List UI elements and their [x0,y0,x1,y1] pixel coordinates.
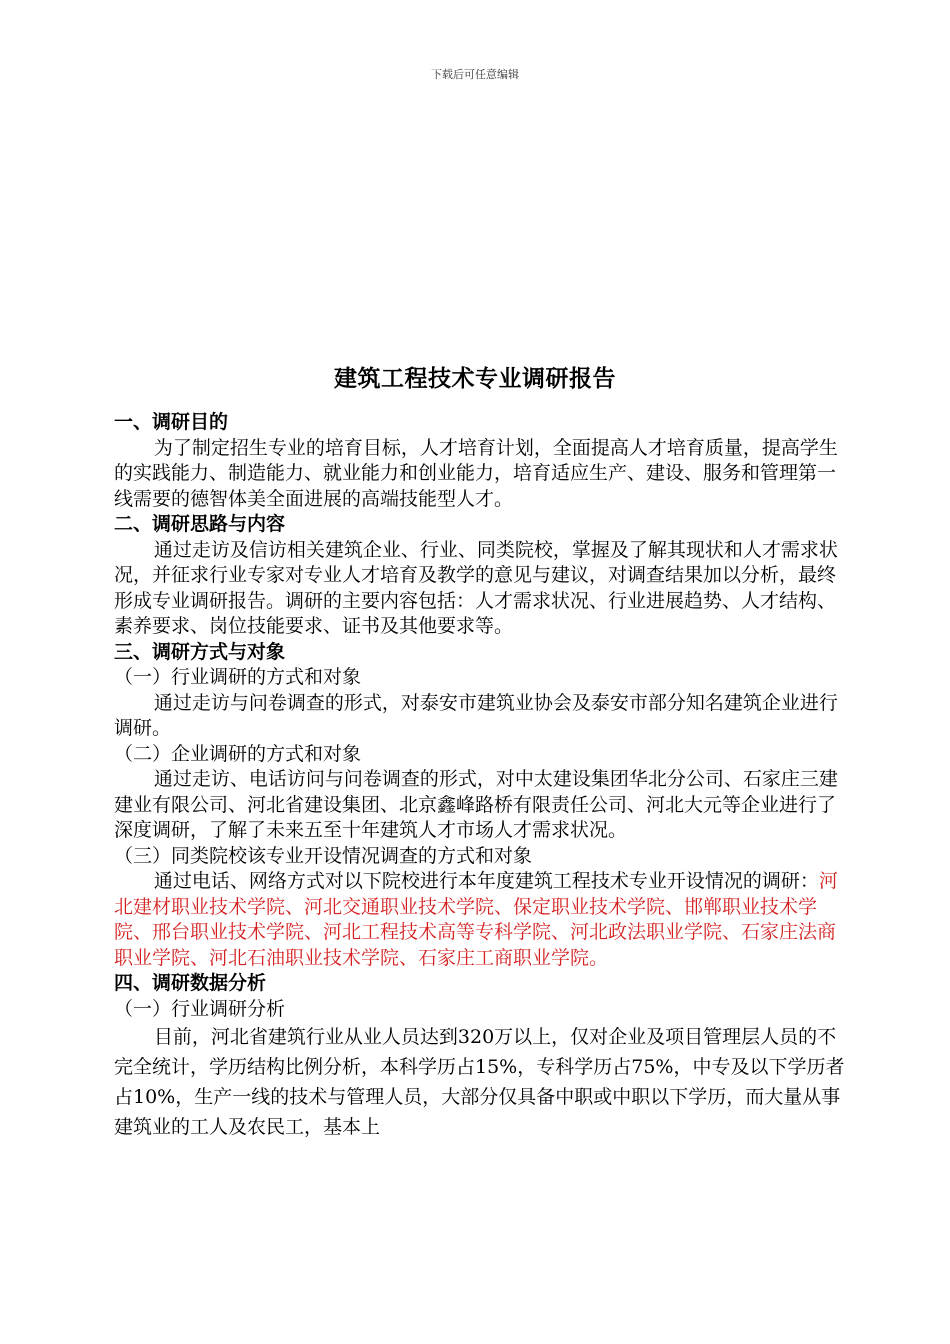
document-body [114,410,846,1142]
section-1-heading: 一、调研目的 [114,411,229,433]
college-list: 河北建材职业技术学院、河北交通职业技术学院、保定职业技术学院、邯郸职业技术学院、邢台职业技术学院、河北工程技术高等专科学院、河北政法职业学院、石家庄法商职业学院、河北石油职业技术学院、石家庄工商职业学院。 [114,870,838,969]
section-3-sub-2-heading: （二）企业调研的方式和对象 [114,742,362,765]
section-2-heading: 二、调研思路与内容 [114,513,286,535]
section-3-sub-1-paragraph: 通过走访与问卷调查的形式，对泰安市建筑业协会及泰安市部分知名建筑企业进行调研。 [114,691,838,739]
section-4-heading: 四、调研数据分析 [114,972,267,994]
section-3-sub-2-paragraph: 通过走访、电话访问与问卷调查的形式，对中太建设集团华北分公司、石家庄三建建业有限公司、河北省建设集团、北京鑫峰路桥有限责任公司、河北大元等企业进行了深度调研，了解了未来五至十年建筑人才市场人才需求状况。 [114,768,838,841]
section-3-sub-3-heading: （三）同类院校该专业开设情况调查的方式和对象 [114,844,533,867]
document-title: 建筑工程技术专业调研报告 [334,365,616,392]
section-3-heading: 三、调研方式与对象 [114,640,286,663]
section-3-sub-3-paragraph [114,869,846,971]
section-2-paragraph: 通过走访及信访相关建筑企业、行业、同类院校，掌握及了解其现状和人才需求状况，并征求行业专家对专业人才培育及教学的意见与建议，对调查结果加以分析，最终形成专业调研报告。调研的主要内容包括：人才需求状况、行业进展趋势、人才结构、素养要求、岗位技能要求、证书及其他要求等。 [114,538,838,637]
header-note: 下载后可任意编辑 [431,68,519,81]
section-3-sub-3-intro: 通过电话、网络方式对以下院校进行本年度建筑工程技术专业开设情况的调研： [153,870,819,892]
section-4-sub-1-paragraph: 目前，河北省建筑行业从业人员达到320万以上，仅对企业及项目管理层人员的不完全统计，学历结构比例分析，本科学历占15%，专科学历占75%，中专及以下学历者占10%，生产一线的技术与管理人员，大部分仅具备中职或中职以下学历，而大量从事建筑业的工人及农民工，基本上 [114,1026,845,1138]
section-4-sub-1-heading: （一）行业调研分析 [114,997,286,1020]
section-3-sub-1-heading: （一）行业调研的方式和对象 [114,666,362,688]
section-1-paragraph: 为了制定招生专业的培育目标，人才培育计划，全面提高人才培育质量，提高学生的实践能力、制造能力、就业能力和创业能力，培育适应生产、建设、服务和管理第一线需要的德智体美全面进展的高端技能型人才。 [114,436,838,510]
